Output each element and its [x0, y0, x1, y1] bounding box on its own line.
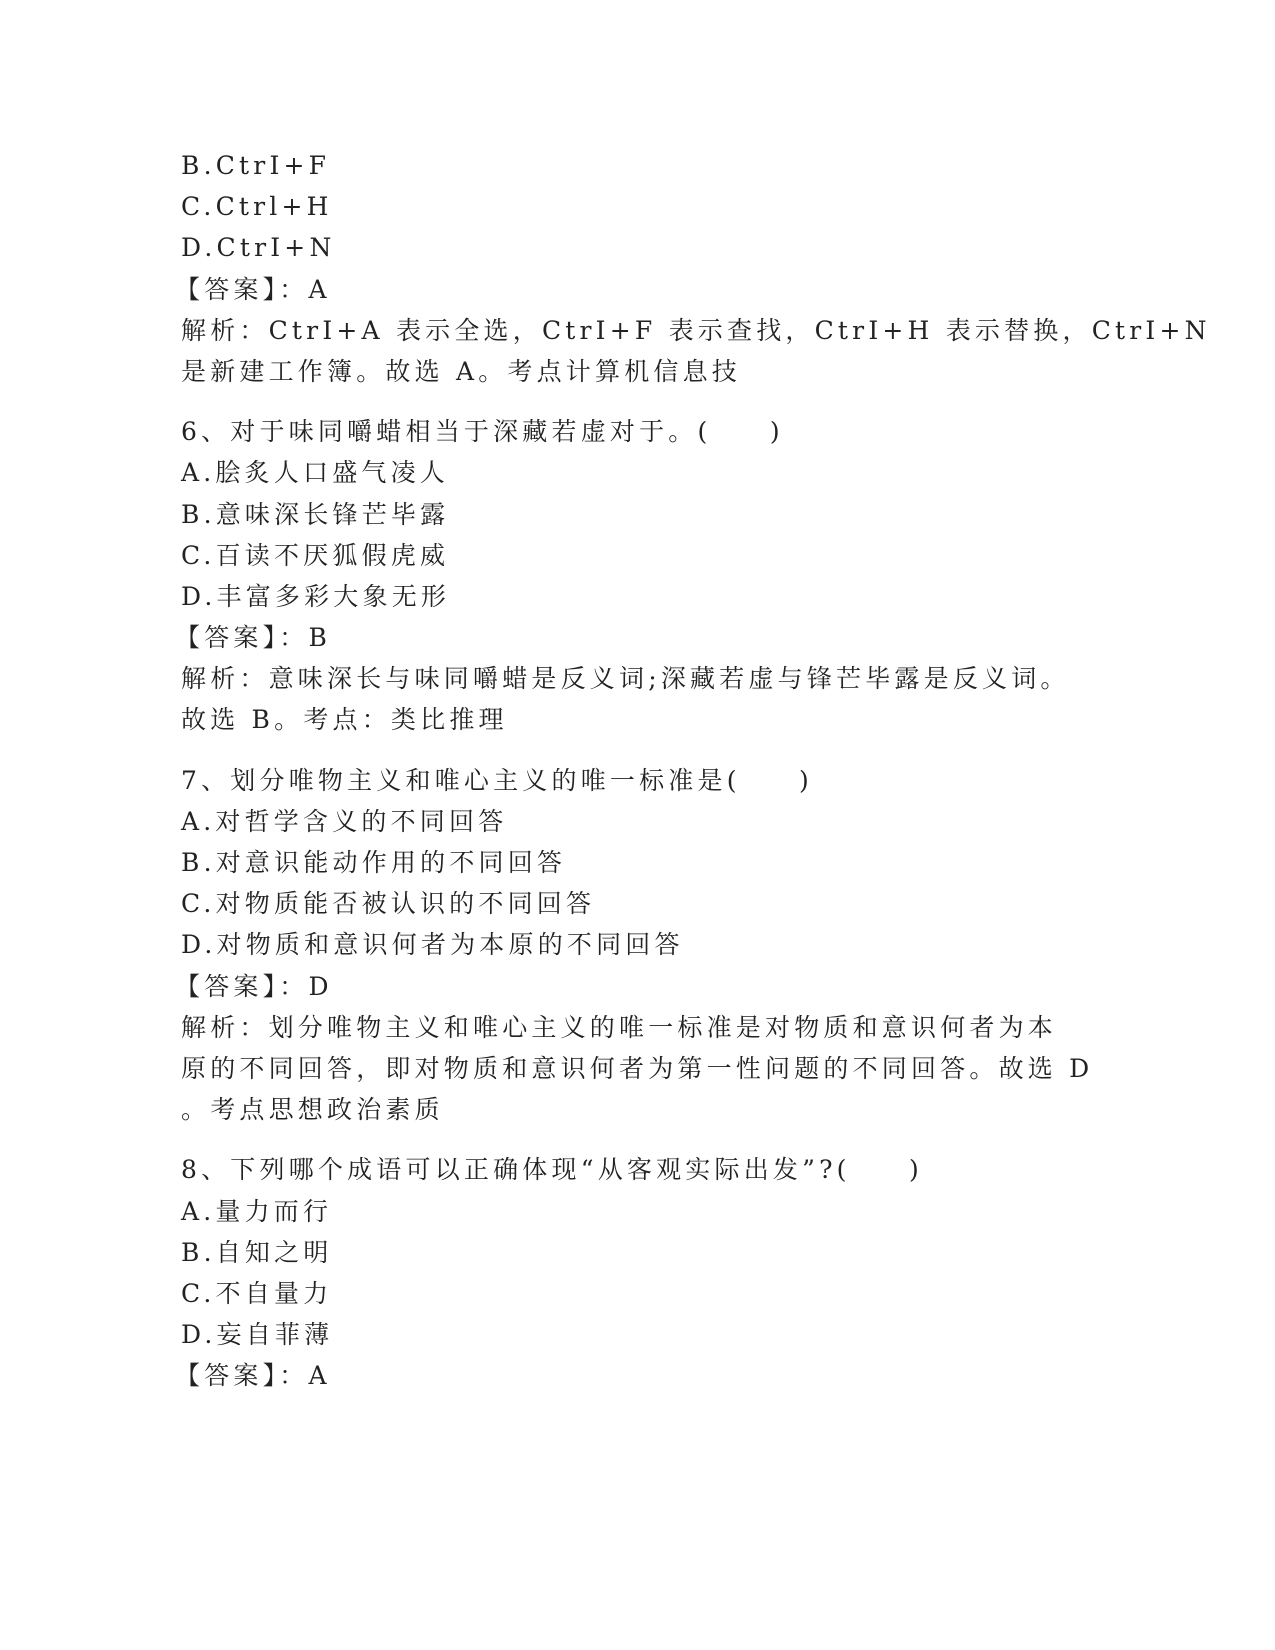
- question-7-block: [175, 760, 1094, 1131]
- option-d: D.妄自菲薄: [181, 1320, 334, 1350]
- question-5-block: [175, 145, 1211, 392]
- explanation-line: 原的不同回答，即对物质和意识何者为第一性问题的不同回答。故选 D: [181, 1053, 1094, 1083]
- option-b: B.自知之明: [181, 1237, 333, 1267]
- exam-content: [175, 145, 1211, 1396]
- option-b: B.CtrI+F: [181, 151, 331, 180]
- answer-label: 【答案】：B: [175, 623, 332, 653]
- answer-label: 【答案】：D: [175, 971, 333, 1001]
- option-c: C.不自量力: [181, 1278, 333, 1308]
- explanation-line: 解析：意味深长与味同嚼蜡是反义词;深藏若虚与锋芒毕露是反义词。: [181, 664, 1070, 694]
- question-text: 6、对于味同嚼蜡相当于深藏若虚对于。( ): [181, 417, 784, 447]
- option-b: B.对意识能动作用的不同回答: [181, 848, 567, 877]
- option-c: C.对物质能否被认识的不同回答: [181, 889, 596, 919]
- option-d: D.丰富多彩大象无形: [181, 581, 451, 611]
- option-a: A.量力而行: [181, 1196, 333, 1226]
- option-d: D.CtrI+N: [181, 233, 336, 263]
- option-c: C.Ctrl+H: [181, 192, 333, 222]
- explanation-line: 是新建工作簿。故选 A。考点计算机信息技: [181, 356, 742, 386]
- question-6-block: [175, 411, 1081, 741]
- question-8-block: [175, 1149, 1081, 1396]
- explanation-line: 解析：划分唯物主义和唯心主义的唯一标准是对物质和意识何者为本: [181, 1012, 1058, 1042]
- explanation-line: 。考点思想政治素质: [181, 1095, 444, 1125]
- explanation-line: 故选 B。考点：类比推理: [181, 705, 508, 735]
- option-a: A.脍炙人口盛气凌人: [181, 458, 450, 488]
- option-c: C.百读不厌狐假虎威: [181, 540, 450, 570]
- explanation-line: 解析：CtrI+A 表示全选，CtrI+F 表示查找，CtrI+H 表示替换，CtrI+N: [181, 315, 1211, 345]
- question-text: 7、划分唯物主义和唯心主义的唯一标准是( ): [181, 765, 814, 795]
- option-d: D.对物质和意识何者为本原的不同回答: [181, 930, 684, 960]
- question-text: 8、下列哪个成语可以正确体现“从客观实际出发”?( ): [181, 1155, 923, 1185]
- answer-label: 【答案】：A: [175, 1361, 331, 1391]
- option-b: B.意味深长锋芒毕露: [181, 499, 450, 529]
- option-a: A.对哲学含义的不同回答: [181, 806, 508, 836]
- answer-label: 【答案】：A: [175, 274, 331, 304]
